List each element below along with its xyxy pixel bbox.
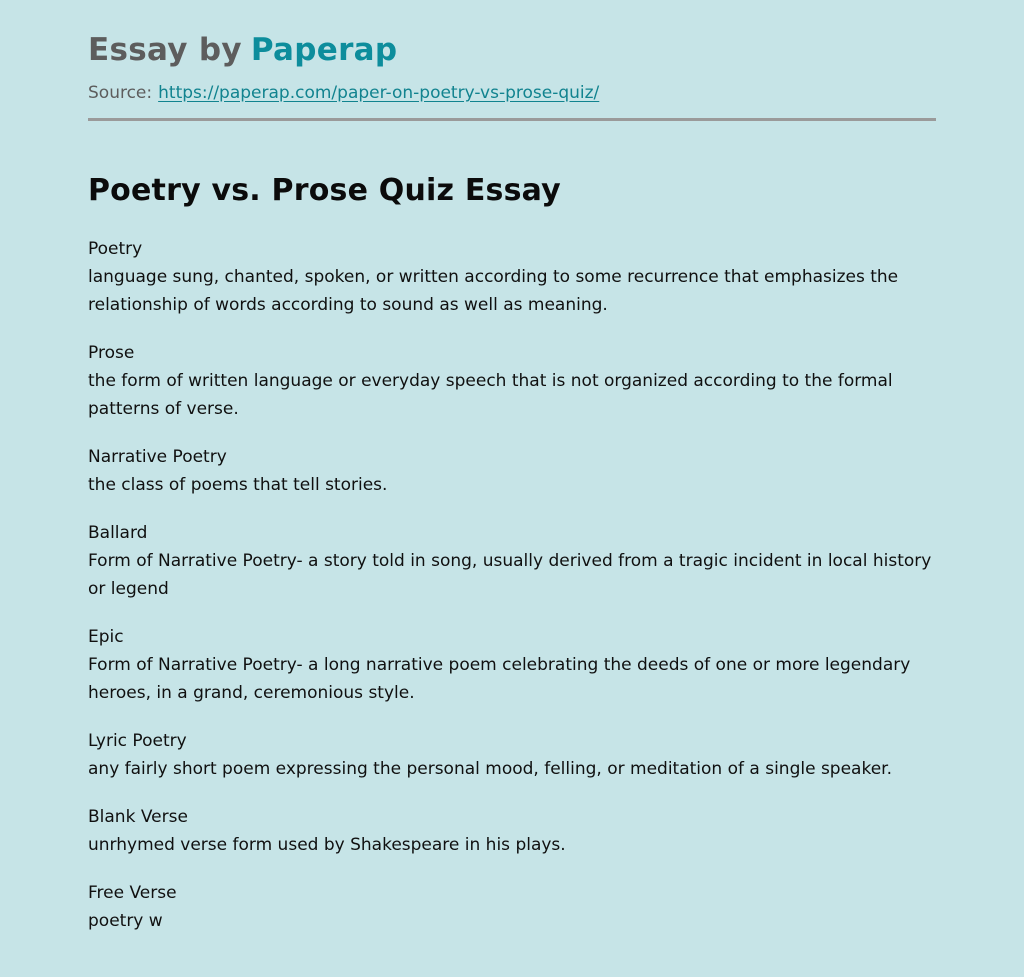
glossary-entry: [88, 519, 933, 603]
source-line: [88, 82, 936, 104]
glossary-entry: [88, 443, 933, 499]
entry-definition: Form of Narrative Poetry- a story told in song, usually derived from a tragic incident in local history or legend: [88, 551, 932, 599]
brand-header: [88, 0, 936, 70]
entry-term: Narrative Poetry: [88, 447, 227, 467]
entry-term: Prose: [88, 343, 135, 363]
entry-term: Epic: [88, 627, 124, 647]
entry-definition: Form of Narrative Poetry- a long narrative poem celebrating the deeds of one or more legendary heroes, in a grand, ceremonious style.: [88, 655, 911, 703]
source-url-link[interactable]: https://paperap.com/paper-on-poetry-vs-prose-quiz/: [158, 83, 600, 103]
glossary-entry: [88, 623, 933, 707]
entry-term: Free Verse: [88, 883, 177, 903]
source-label: Source:: [88, 83, 153, 103]
page-title: Poetry vs. Prose Quiz Essay: [88, 173, 561, 208]
entry-term: Blank Verse: [88, 807, 188, 827]
glossary-entry: [88, 803, 933, 859]
entry-definition: the class of poems that tell stories.: [88, 475, 388, 495]
glossary-entry: [88, 339, 933, 423]
header-divider: [88, 118, 936, 121]
glossary-entry: [88, 235, 933, 319]
entry-definition: poetry w: [88, 911, 163, 931]
entry-definition: unrhymed verse form used by Shakespeare in his plays.: [88, 835, 566, 855]
glossary-entry: [88, 727, 933, 783]
glossary-entry: [88, 879, 933, 935]
entry-definition: any fairly short poem expressing the personal mood, felling, or meditation of a single speaker.: [88, 759, 892, 779]
entry-term: Lyric Poetry: [88, 731, 187, 751]
brand-name-text: Paperap: [250, 32, 398, 68]
entry-term: Ballard: [88, 523, 148, 543]
glossary-entries: [88, 235, 933, 935]
entry-definition: language sung, chanted, spoken, or written according to some recurrence that emphasizes the relationship of words according to sound as well as meaning.: [88, 267, 899, 315]
entry-definition: the form of written language or everyday speech that is not organized according to the formal patterns of verse.: [88, 371, 893, 419]
brand-prefix-text: Essay by: [88, 32, 242, 68]
entry-term: Poetry: [88, 239, 143, 259]
